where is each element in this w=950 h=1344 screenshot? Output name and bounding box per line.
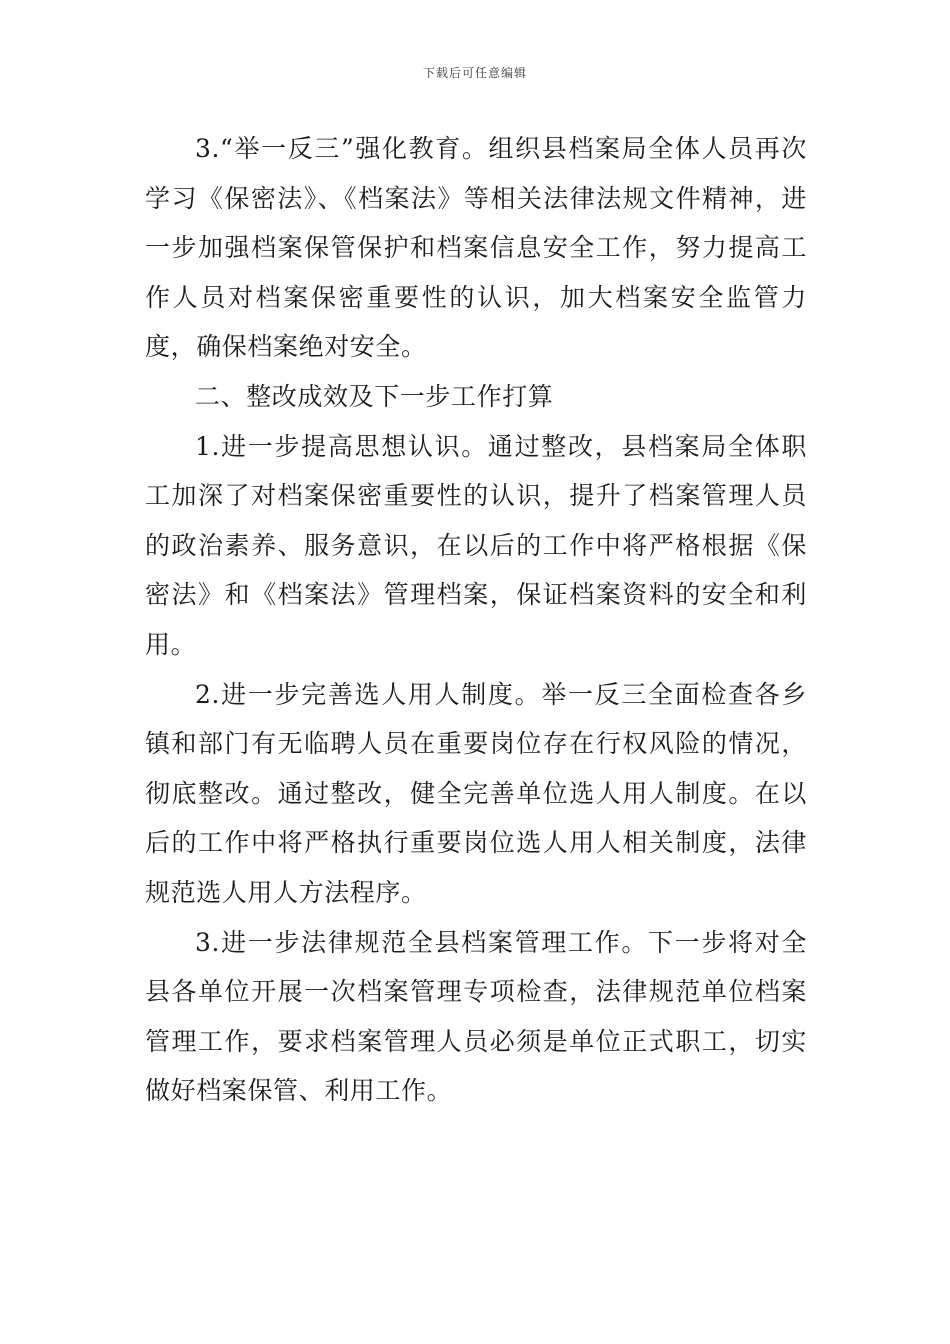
page-header-note: 下载后可任意编辑 — [422, 66, 527, 80]
paragraph-improve-awareness: 1.进一步提高思想认识。通过整改，县档案局全体职工加深了对档案保密重要性的认识，提升了档案管理人员的政治素养、服务意识，在以后的工作中将严格根据《保密法》和《档案法》管理档案，保证档案资料的安全和利用。 — [145, 431, 807, 659]
paragraph-improve-hiring-system: 2.进一步完善选人用人制度。举一反三全面检查各乡镇和部门有无临聘人员在重要岗位存在行权风险的情况，彻底整改。通过整改，健全完善单位选人用人制度。在以后的工作中将严格执行重要岗位选人用人相关制度，法律规范选人用人方法程序。 — [145, 679, 807, 907]
paragraph-strengthen-education: 3.“举一反三”强化教育。组织县档案局全体人员再次学习《保密法》、《档案法》等相关法律法规文件精神，进一步加强档案保管保护和档案信息安全工作，努力提高工作人员对档案保密重要性的认识，加大档案安全监管力度，确保档案绝对安全。 — [145, 134, 807, 362]
paragraph-standardize-archive-management: 3.进一步法律规范全县档案管理工作。下一步将对全县各单位开展一次档案管理专项检查，法律规范单位档案管理工作，要求档案管理人员必须是单位正式职工，切实做好档案保管、利用工作。 — [145, 927, 807, 1106]
section-heading-rectification-results: 二、整改成效及下一步工作打算 — [195, 381, 554, 411]
document-body — [145, 124, 807, 1116]
